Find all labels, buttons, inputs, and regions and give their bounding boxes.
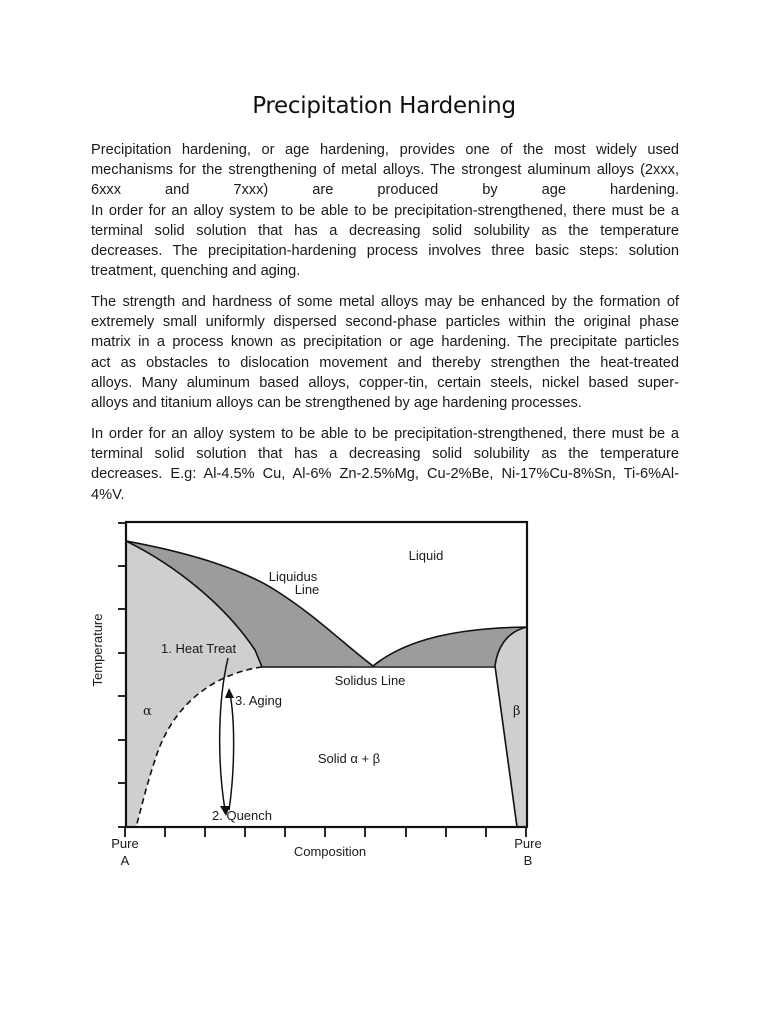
paragraph-intro <box>91 140 679 281</box>
liquid-label: Liquid <box>408 548 444 563</box>
paragraph-line: decreases. The precipitation-hardening process involves three basic steps: solution <box>91 243 679 260</box>
liquidus-label-line2: Line <box>294 582 320 597</box>
paragraph-line: decreases. E.g: Al-4.5% Cu, Al-6% Zn-2.5%Mg, Cu-2%Be, Ni-17%Cu-8%Sn, Ti-6%Al- <box>91 466 679 483</box>
page-title: Precipitation Hardening <box>252 93 516 119</box>
phase-diagram <box>85 510 555 880</box>
aging-label: 3. Aging <box>235 693 282 708</box>
pure-a-label-line2: A <box>120 853 130 868</box>
paragraph-line: act as obstacles to dislocation movement and thereby strengthen the heat-treated <box>91 354 679 371</box>
paragraph-line: alloys. Many aluminum based alloys, copper-tin, certain steels, nickel based super- <box>91 374 679 391</box>
solid-alpha-beta-label: Solid α + β <box>317 751 381 766</box>
pure-b-label-line1: Pure <box>514 836 542 851</box>
paragraph-line: terminal solid solution that has a decreasing solid solubility as the temperature <box>91 446 679 463</box>
paragraph-line: alloys and titanium alloys can be strengthened by age hardening processes. <box>91 395 582 412</box>
pure-a-label-line1: Pure <box>111 836 139 851</box>
x-axis-ticks <box>125 827 526 837</box>
paragraph-line: extremely small uniformly dispersed second-phase particles within the original phase <box>91 314 679 331</box>
paragraph-line: In order for an alloy system to be able to be precipitation-strengthened, there must be a <box>91 202 679 219</box>
liquidus-label-line1: Liquidus <box>268 569 318 584</box>
paragraph-line: mechanisms for the strengthening of metal alloys. The strongest aluminum alloys (2xxx, <box>91 162 679 179</box>
paragraph-line: treatment, quenching and aging. <box>91 263 301 280</box>
x-axis-label: Composition <box>293 844 367 859</box>
paragraph-line: Precipitation hardening, or age hardening, provides one of the most widely used <box>91 142 679 158</box>
pure-b-label-line2: B <box>523 853 533 868</box>
paragraph-line: In order for an alloy system to be able to be precipitation-strengthened, there must be a <box>91 426 679 442</box>
quench-label: 2. Quench <box>212 808 272 823</box>
y-axis-label: Temperature <box>90 613 105 687</box>
paragraph-line: 4%V. <box>91 486 125 503</box>
paragraph-line: terminal solid solution that has a decreasing solid solubility as the temperature <box>91 222 679 239</box>
paragraph-line: The strength and hardness of some metal alloys may be enhanced by the formation of <box>91 294 679 310</box>
solidus-label: Solidus Line <box>334 673 406 688</box>
heat-treat-label: 1. Heat Treat <box>161 641 237 656</box>
paragraph-examples <box>91 424 679 505</box>
beta-label: β <box>513 704 521 719</box>
paragraph-line: matrix in a process known as precipitation or age hardening. The precipitate particles <box>91 334 679 351</box>
paragraph-mechanism <box>91 292 679 413</box>
y-axis-ticks <box>118 523 126 827</box>
alpha-label: α <box>143 704 152 719</box>
paragraph-line: 6xxx and 7xxx) are produced by age hardening. <box>91 182 679 199</box>
